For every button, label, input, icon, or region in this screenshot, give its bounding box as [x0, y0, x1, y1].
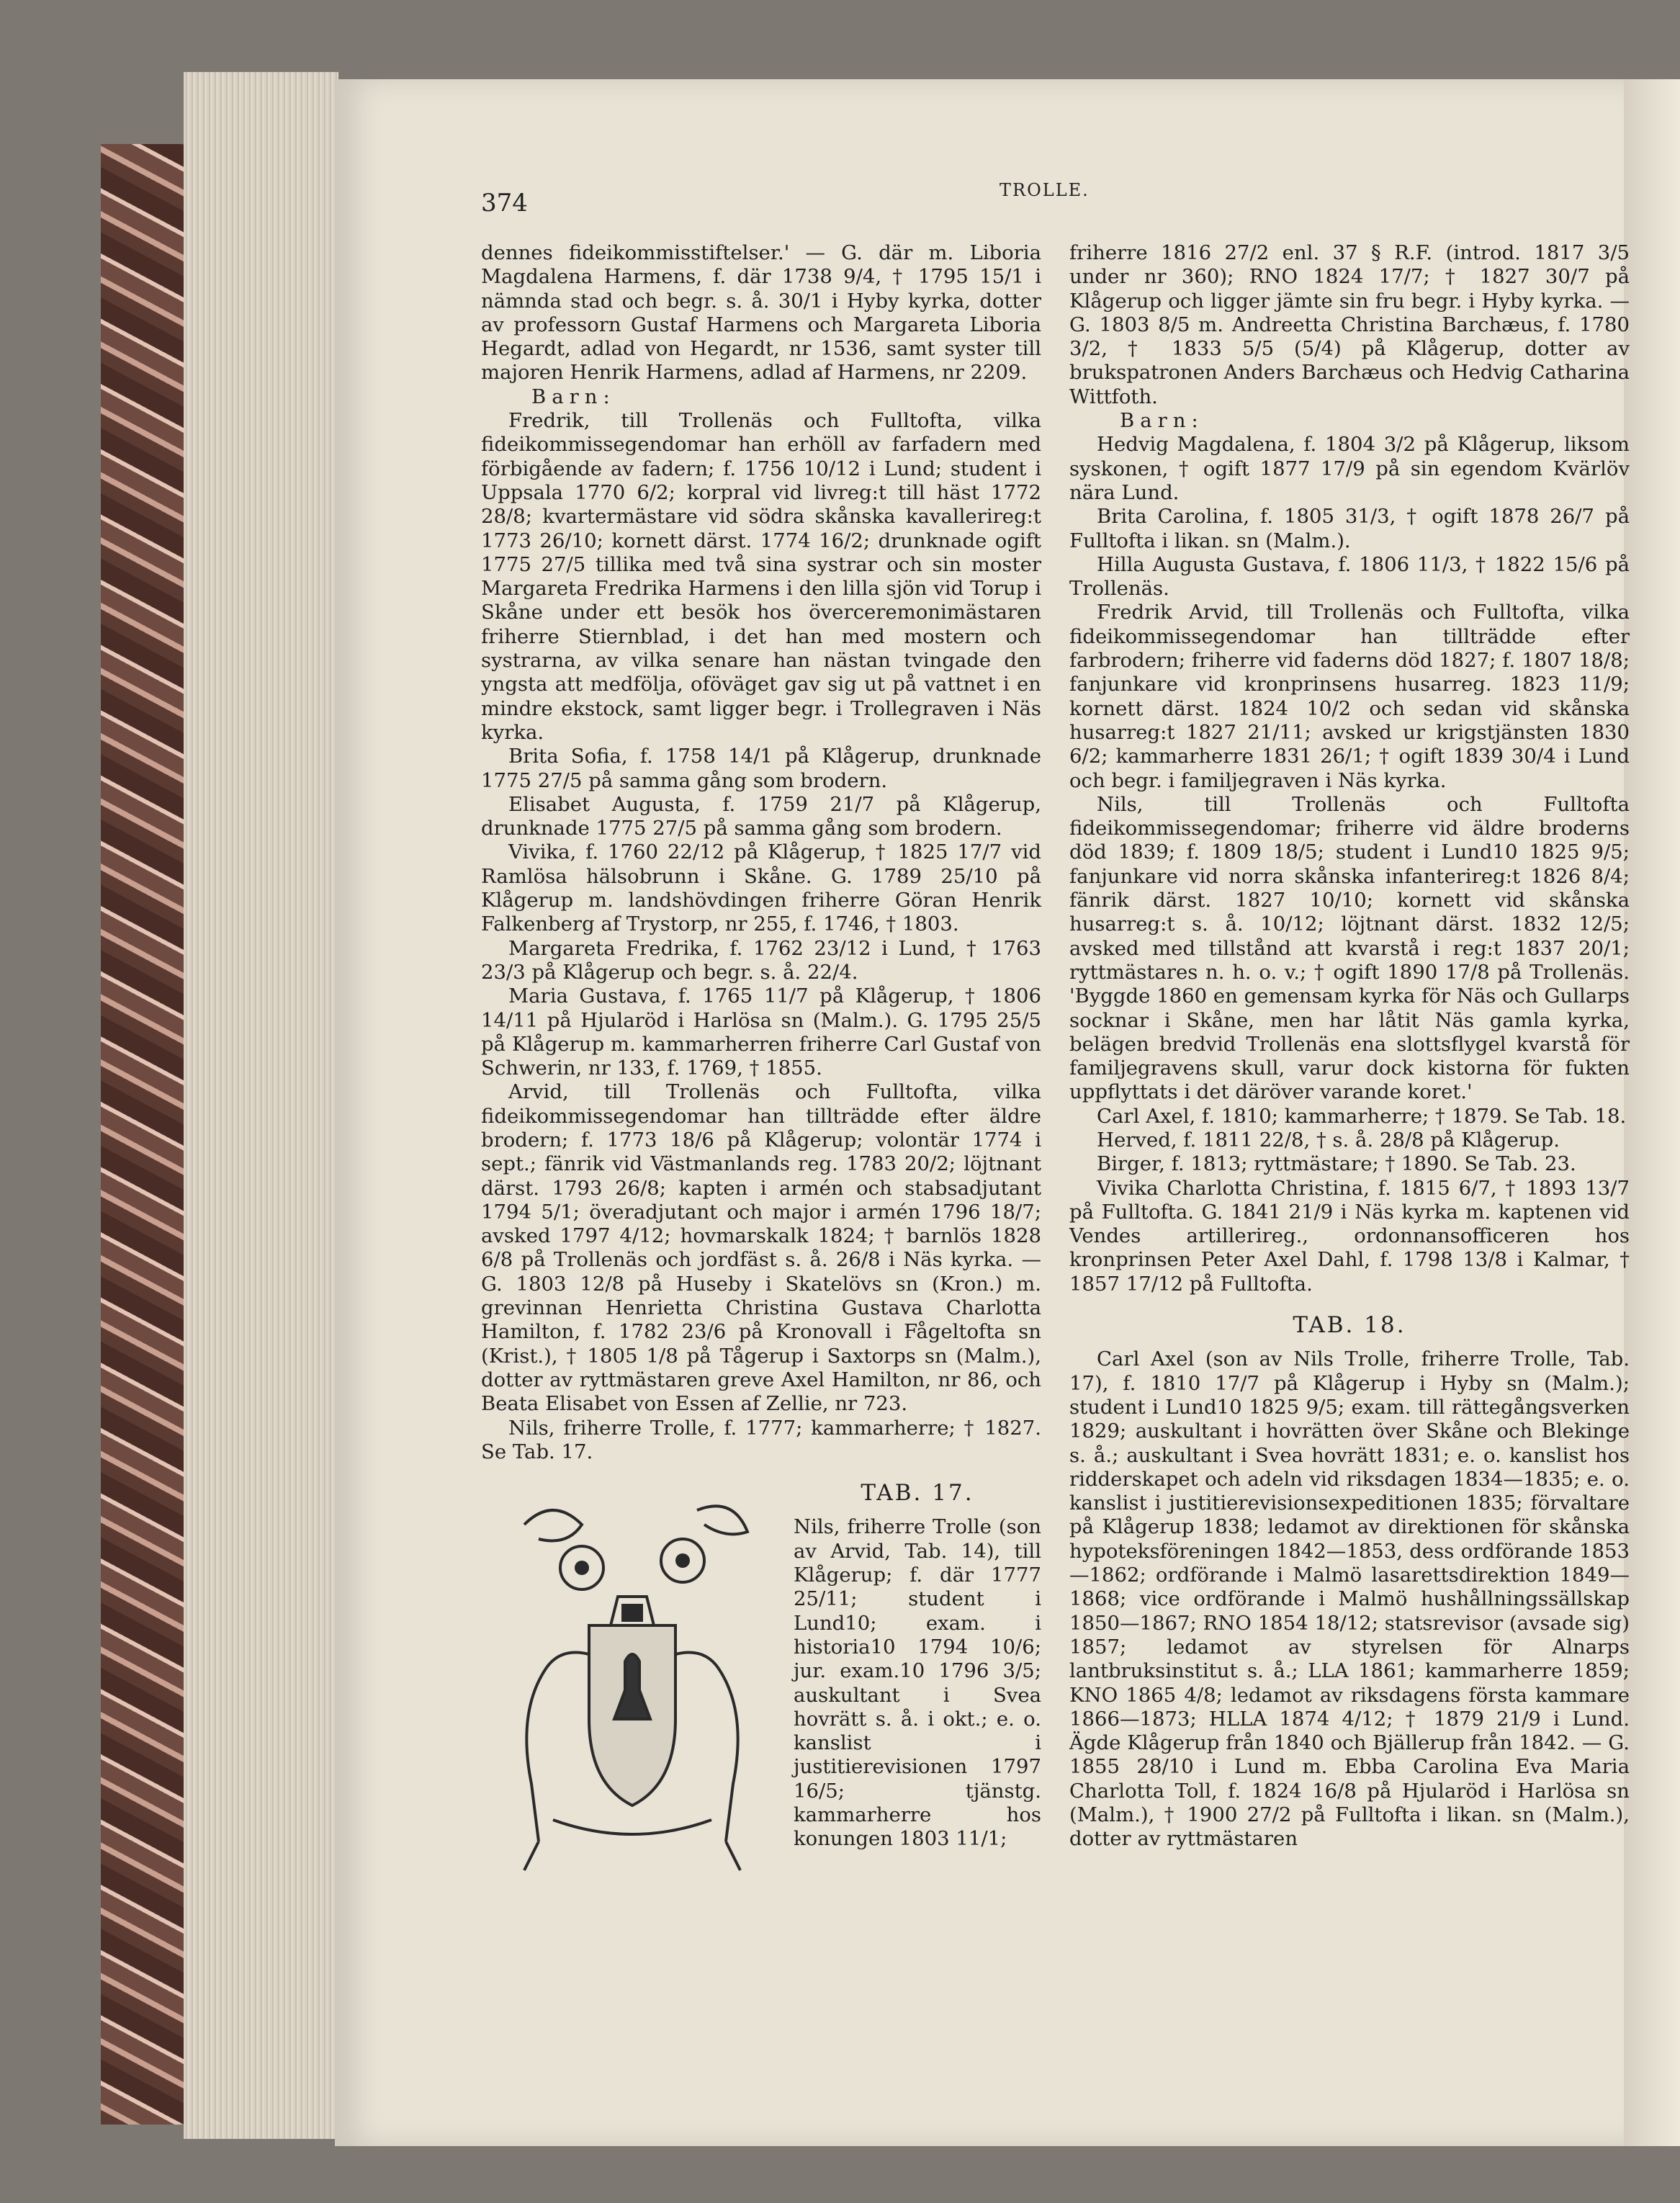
paragraph: Vivika, f. 1760 22/12 på Klågerup, † 1825 17/7 vid Ramlösa hälsobrunn i Skåne. G. 1789 25/10 på Klågerup m. landshövdingen friherre Göran Henrik Falkenberg af Trystorp, nr 255, f. 1746, † 1803.	[481, 840, 1041, 936]
paragraph: Hedvig Magdalena, f. 1804 3/2 på Klågerup, liksom syskonen, † ogift 1877 17/9 på sin egendom Kvärlöv nära Lund.	[1069, 433, 1630, 504]
paragraph: Nils, friherre Trolle, f. 1777; kammarherre; † 1827. Se Tab. 17.	[481, 1416, 1041, 1463]
paragraph: Brita Sofia, f. 1758 14/1 på Klågerup, drunknade 1775 27/5 på samma gång som brodern.	[481, 745, 1041, 792]
tab17-heading: TAB. 17.	[861, 1480, 974, 1507]
paragraph: Arvid, till Trollenäs och Fulltofta, vilka fideikommissegendomar han tillträdde efter äldre brodern; f. 1773 18/6 på Klågerup; volontär 1774 i sept.; fänrik vid Västmanlands reg. 1783 20/2; löjtnant därst. 1793 26/8; kapten i armén och stabsadjutant 1794 5/1; överadjutant och major i armén 1796 18/7; avsked 1797 4/12; hovmarskalk 1824; † barnlös 1828 6/8 på Trollenäs och jordfäst s. å. 26/8 i Näs kyrka. — G. 1803 12/8 på Huseby i Skatelövs sn (Kron.) m. grevinnan Henrietta Christina Gustava Charlotta Hamilton, f. 1782 23/6 på Kronovall i Fågeltofta sn (Krist.), † 1805 1/8 på Tågerup i Saxtorps sn (Malm.), dotter av ryttmästaren greve Axel Hamilton, nr 86, och Beata Elisabet von Essen af Zellie, nr 723.	[481, 1080, 1041, 1416]
tab17-entry: Nils, friherre Trolle (son av Arvid, Tab. 14), till Klågerup; f. där 1777 25/11; student i Lund10; exam. i historia10 1794 10/6; jur. exam.10 1796 3/5; auskultant i Svea hovrätt s. å. i okt.; e. o. kanslist i justitierevisionen 1797 16/5; tjänstg. kammarherre hos konungen 1803 11/1;	[794, 1515, 1041, 1851]
paragraph: friherre 1816 27/2 enl. 37 § R.F. (introd. 1817 3/5 under nr 360); RNO 1824 17/7; † 1827 30/7 på Klågerup och ligger jämte sin fru begr. i Hyby kyrka. — G. 1803 8/5 m. Andreetta Christina Barchæus, f. 1780 3/2, † 1833 5/5 (5/4) på Klågerup, dotter av brukspatronen Anders Barchæus och Hedvig Catharina Wittfoth.	[1069, 241, 1630, 408]
running-head: TROLLE.	[1000, 180, 1090, 200]
paragraph: Hilla Augusta Gustava, f. 1806 11/3, † 1822 15/6 på Trollenäs.	[1069, 552, 1630, 601]
paragraph: Birger, f. 1813; ryttmästare; † 1890. Se Tab. 23.	[1097, 1152, 1576, 1176]
paragraph: dennes fideikommisstiftelser.' — G. där m. Liboria Magdalena Harmens, f. där 1738 9/4, † 1795 15/1 i nämnda stad och begr. s. å. 30/1 i Hyby kyrka, dotter av professorn Gustaf Harmens och Margareta Liboria Hegardt, adlad von Hegardt, nr 1536, samt syster till majoren Henrik Harmens, adlad af Harmens, nr 2209.	[481, 241, 1041, 385]
paragraph: Herved, f. 1811 22/8, † s. å. 28/8 på Klågerup.	[1097, 1128, 1560, 1152]
tab17-block	[481, 1481, 1041, 1881]
tab18-heading: TAB. 18.	[1293, 1312, 1406, 1339]
paragraph: Nils, till Trollenäs och Fulltofta fideikommissegendomar; friherre vid äldre broderns död 1839; f. 1809 18/5; student i Lund10 1825 9/5; fanjunkare vid norra skånska infanterireg:t 1826 8/4; fänrik därst. 1827 10/10; kornett vid skånska husarreg:t s. å. 10/12; löjtnant därst. 1832 12/5; avsked med tillstånd att kvarstå i reg:t 1837 20/1; ryttmästares n. h. o. v.; † ogift 1890 17/8 på Trollenäs. 'Byggde 1860 en gemensam kyrka för Näs och Gullarps socknar i Skåne, men har låtit Näs gamla kyrka, belägen bredvid Trollenäs ena slottsflygel kvarstå för familjegravens skull, varur dock kistorna för fukten uppflyttats i det däröver varande koret.'	[1069, 792, 1630, 1104]
tab18-entry: Carl Axel (son av Nils Trolle, friherre Trolle, Tab. 17), f. 1810 17/7 på Klågerup i Hyby sn (Malm.); student i Lund10 1825 9/5; exam. till rättegångsverken 1829; auskultant i hovrätten över Skåne och Blekinge s. å.; auskultant i Svea hovrätt 1831; e. o. kanslist hos ridderskapet och adeln vid riksdagen 1834—1835; e. o. kanslist i justitierevisionsexpeditionen 1835; förvaltare på Klågerup 1838; ledamot av direktionen för skånska hypoteksföreningen 1842—1853, dess ordförande 1853—1862; ordförande i Malmö lasarettsdirektion 1849—1868; vice ordförande i Malmö hushållningssällskap 1850—1867; RNO 1854 18/12; statsrevisor (avsade sig) 1857; ledamot av styrelsen för Alnarps lantbruksinstitut s. å.; LLA 1861; kammarherre 1859; KNO 1865 4/8; ledamot av riksdagens första kammare 1866—1873; HLLA 1874 4/12; † 1879 21/9 i Lund. Ägde Klågerup från 1840 och Bjällerup från 1842. — G. 1855 28/10 i Lund m. Ebba Carolina Eva Maria Charlotta Toll, f. 1824 16/8 på Hjularöd i Harlösa sn (Malm.), † 1900 27/2 på Fulltofta i likan. sn (Malm.), dotter av ryttmästaren	[1069, 1347, 1630, 1851]
facing-page-edge	[1624, 79, 1680, 2146]
children-heading: Barn:	[1120, 409, 1204, 433]
paragraph: Vivika Charlotta Christina, f. 1815 6/7, † 1893 13/7 på Fulltofta. G. 1841 21/9 i Näs kyrka m. kaptenen vid Vendes artillerireg., ordonnansofficeren hos kronprinsen Peter Axel Dahl, f. 1798 13/8 i Kalmar, † 1857 17/12 på Fulltofta.	[1069, 1176, 1630, 1296]
paragraph: Maria Gustava, f. 1765 11/7 på Klågerup, † 1806 14/11 på Hjularöd i Harlösa sn (Malm.). G. 1795 25/5 på Klågerup m. kammarherren friherre Carl Gustaf von Schwerin, nr 133, f. 1769, † 1855.	[481, 984, 1041, 1080]
paragraph: Elisabet Augusta, f. 1759 21/7 på Klågerup, drunknade 1775 27/5 på samma gång som brodern.	[481, 792, 1041, 840]
paragraph: Brita Carolina, f. 1805 31/3, † ogift 1878 26/7 på Fulltofta i likan. sn (Malm.).	[1069, 505, 1630, 552]
marbled-cover-edge	[101, 144, 187, 2125]
paragraph: Fredrik Arvid, till Trollenäs och Fulltofta, vilka fideikommissegendomar han tillträdde efter farbrodern; friherre vid faderns död 1827; f. 1807 18/8; fanjunkare vid kronprinsens husarreg. 1823 11/9; kornett därst. 1824 10/2 och sedan vid skånska husarreg:t 1827 21/11; avsked ur krigstjänsten 1830 6/2; kammarherre 1831 26/1; † ogift 1839 30/4 i Lund och begr. i familjegraven i Näs kyrka.	[1069, 601, 1630, 792]
page-stack-edge	[184, 72, 338, 2139]
coat-of-arms-icon	[481, 1481, 783, 1881]
children-heading: Barn:	[531, 385, 616, 408]
left-column	[481, 241, 1041, 1881]
page-number: 374	[481, 189, 528, 217]
paragraph: Carl Axel, f. 1810; kammarherre; † 1879. Se Tab. 18.	[1097, 1104, 1627, 1128]
paragraph: Fredrik, till Trollenäs och Fulltofta, vilka fideikommissegendomar han erhöll av farfadern med förbigående av fadern; f. 1756 10/12 i Lund; student i Uppsala 1770 6/2; korpral vid livreg:t till häst 1772 28/8; kvartermästare vid södra skånska kavallerireg:t 1773 26/10; kornett därst. 1774 16/2; drunknade ogift 1775 27/5 tillika med två sina systrar och sin moster Margareta Fredrika Harmens i den lilla sjön vid Torup i Skåne under ett besök hos överceremonimästaren friherre Stiernblad, i det han med mostern och systrarna, av vilka senare han nästan tvingade den yngsta att medfölja, oföväget gav sig ut på vattnet i en mindre ekstock, samt ligger begr. i Trollegraven i Näs kyrka.	[481, 409, 1041, 744]
paragraph: Margareta Fredrika, f. 1762 23/12 i Lund, † 1763 23/3 på Klågerup och begr. s. å. 22/4.	[481, 936, 1041, 984]
right-column	[1069, 241, 1630, 1852]
